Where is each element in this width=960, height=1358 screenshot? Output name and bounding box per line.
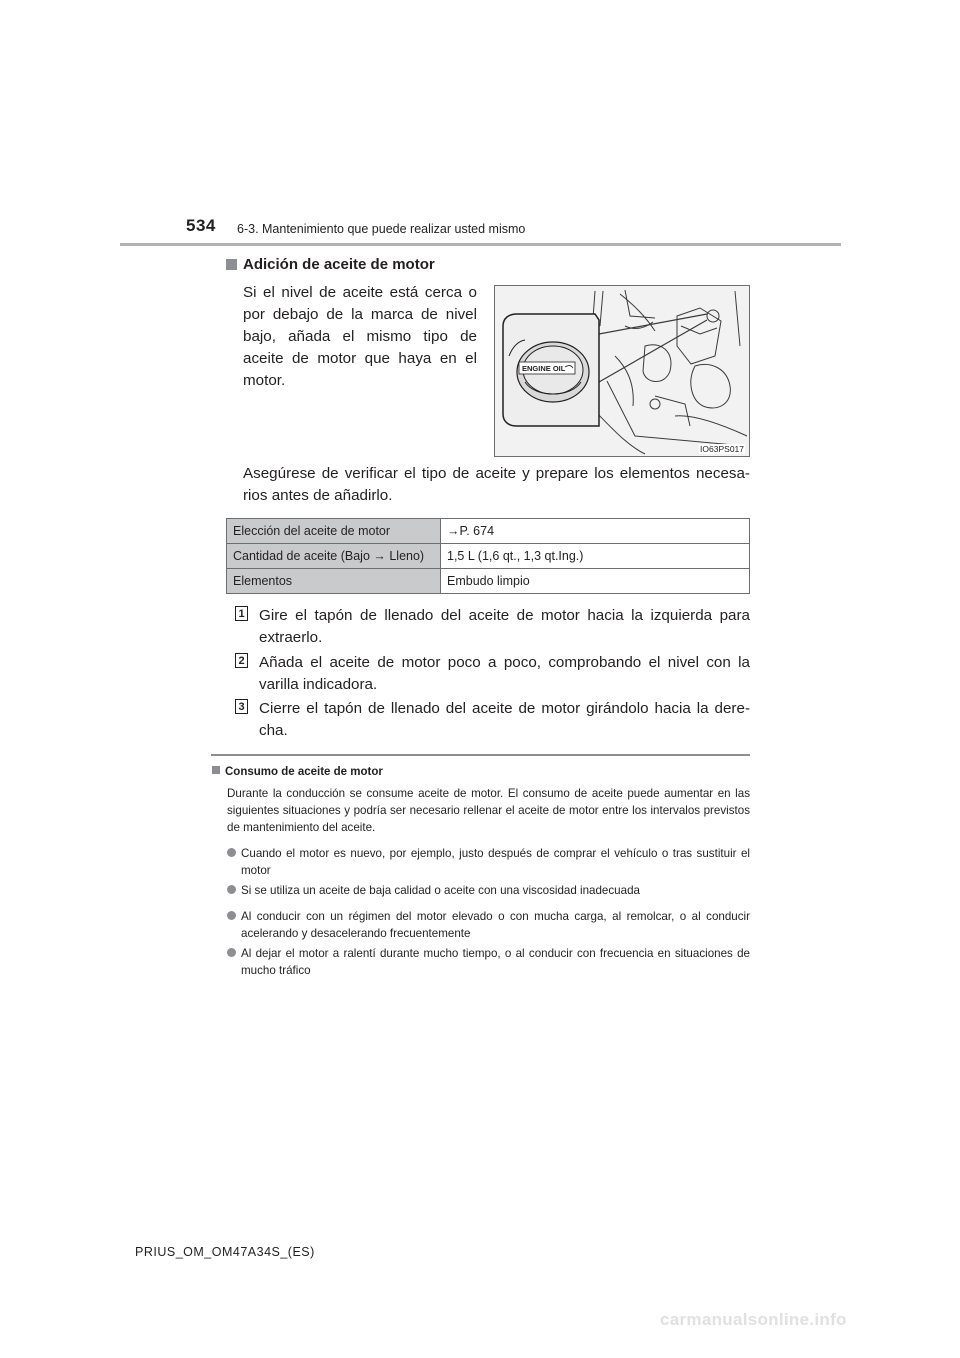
figure-code: IO63PS017 bbox=[700, 444, 744, 454]
step-text: Añada el aceite de motor poco a poco, comprobando el nivel con la varilla indicadora. bbox=[259, 654, 750, 693]
notes-heading bbox=[212, 766, 383, 778]
step-number: 3 bbox=[235, 699, 248, 714]
step-number: 2 bbox=[235, 653, 248, 668]
step-text: Cierre el tapón de llenado del aceite de motor girándolo hacia la dere-cha. bbox=[259, 700, 750, 739]
table-label: Cantidad de aceite (Bajo → Lleno) bbox=[227, 544, 441, 569]
bullet-dot-icon bbox=[227, 948, 236, 957]
bullet-dot-icon bbox=[227, 885, 236, 894]
list-item-text: Cuando el motor es nuevo, por ejemplo, justo después de comprar el vehículo o tras sustituir el motor bbox=[241, 847, 750, 877]
list-item-text: Al dejar el motor a ralentí durante mucho tiempo, o al conducir con frecuencia en situaciones de mucho tráfico bbox=[241, 947, 750, 977]
page-number: 534 bbox=[186, 216, 216, 235]
notes-paragraph: Durante la conducción se consume aceite de motor. El consumo de aceite puede aumentar en las siguientes situaciones y podría ser necesario rellenar el aceite de motor entre los intervalos previstos de mantenimiento del aceite. bbox=[227, 787, 750, 834]
preparation-paragraph: Asegúrese de verificar el tipo de aceite y prepare los elementos necesa-rios antes de añadirlo. bbox=[243, 465, 750, 504]
oil-spec-table bbox=[226, 518, 750, 594]
engine-oil-cap-label: ENGINE OIL bbox=[522, 364, 566, 373]
step-text: Gire el tapón de llenado del aceite de motor hacia la izquierda para extraerlo. bbox=[259, 607, 750, 646]
table-value: →P. 674 bbox=[441, 519, 750, 544]
engine-oil-cap-figure bbox=[494, 285, 750, 457]
table-value: Embudo limpio bbox=[441, 569, 750, 594]
engine-bay-illustration bbox=[495, 286, 749, 456]
table-row bbox=[227, 544, 750, 569]
table-value: 1,5 L (1,6 qt., 1,3 qt.Ing.) bbox=[441, 544, 750, 569]
list-item-text: Al conducir con un régimen del motor elevado o con mucha carga, al remolcar, o al conducir acelerando y desacelerando frecuentemente bbox=[241, 910, 750, 940]
list-item-text: Si se utiliza un aceite de baja calidad o aceite con una viscosidad inadecuada bbox=[241, 884, 640, 897]
section-title: 6-3. Mantenimiento que puede realizar usted mismo bbox=[237, 222, 526, 236]
notes-divider bbox=[211, 754, 750, 756]
bullet-dot-icon bbox=[227, 848, 236, 857]
document-code: PRIUS_OM_OM47A34S_(ES) bbox=[135, 1245, 315, 1259]
bullet-dot-icon bbox=[227, 911, 236, 920]
header-divider bbox=[120, 243, 841, 246]
step-number: 1 bbox=[235, 606, 248, 621]
table-label: Elección del aceite de motor bbox=[227, 519, 441, 544]
square-bullet-icon bbox=[226, 259, 237, 270]
table-label: Elementos bbox=[227, 569, 441, 594]
table-row bbox=[227, 569, 750, 594]
table-row bbox=[227, 519, 750, 544]
watermark: carmanualsonline.info bbox=[660, 1310, 847, 1329]
section-heading-text: Adición de aceite de motor bbox=[243, 256, 435, 273]
square-bullet-icon bbox=[212, 766, 220, 774]
section-heading bbox=[226, 256, 435, 273]
notes-heading-text: Consumo de aceite de motor bbox=[225, 766, 383, 778]
intro-paragraph: Si el nivel de aceite está cerca o por debajo de la marca de nivel bajo, añada el mismo tipo de aceite de motor que haya en el motor. bbox=[243, 284, 477, 389]
